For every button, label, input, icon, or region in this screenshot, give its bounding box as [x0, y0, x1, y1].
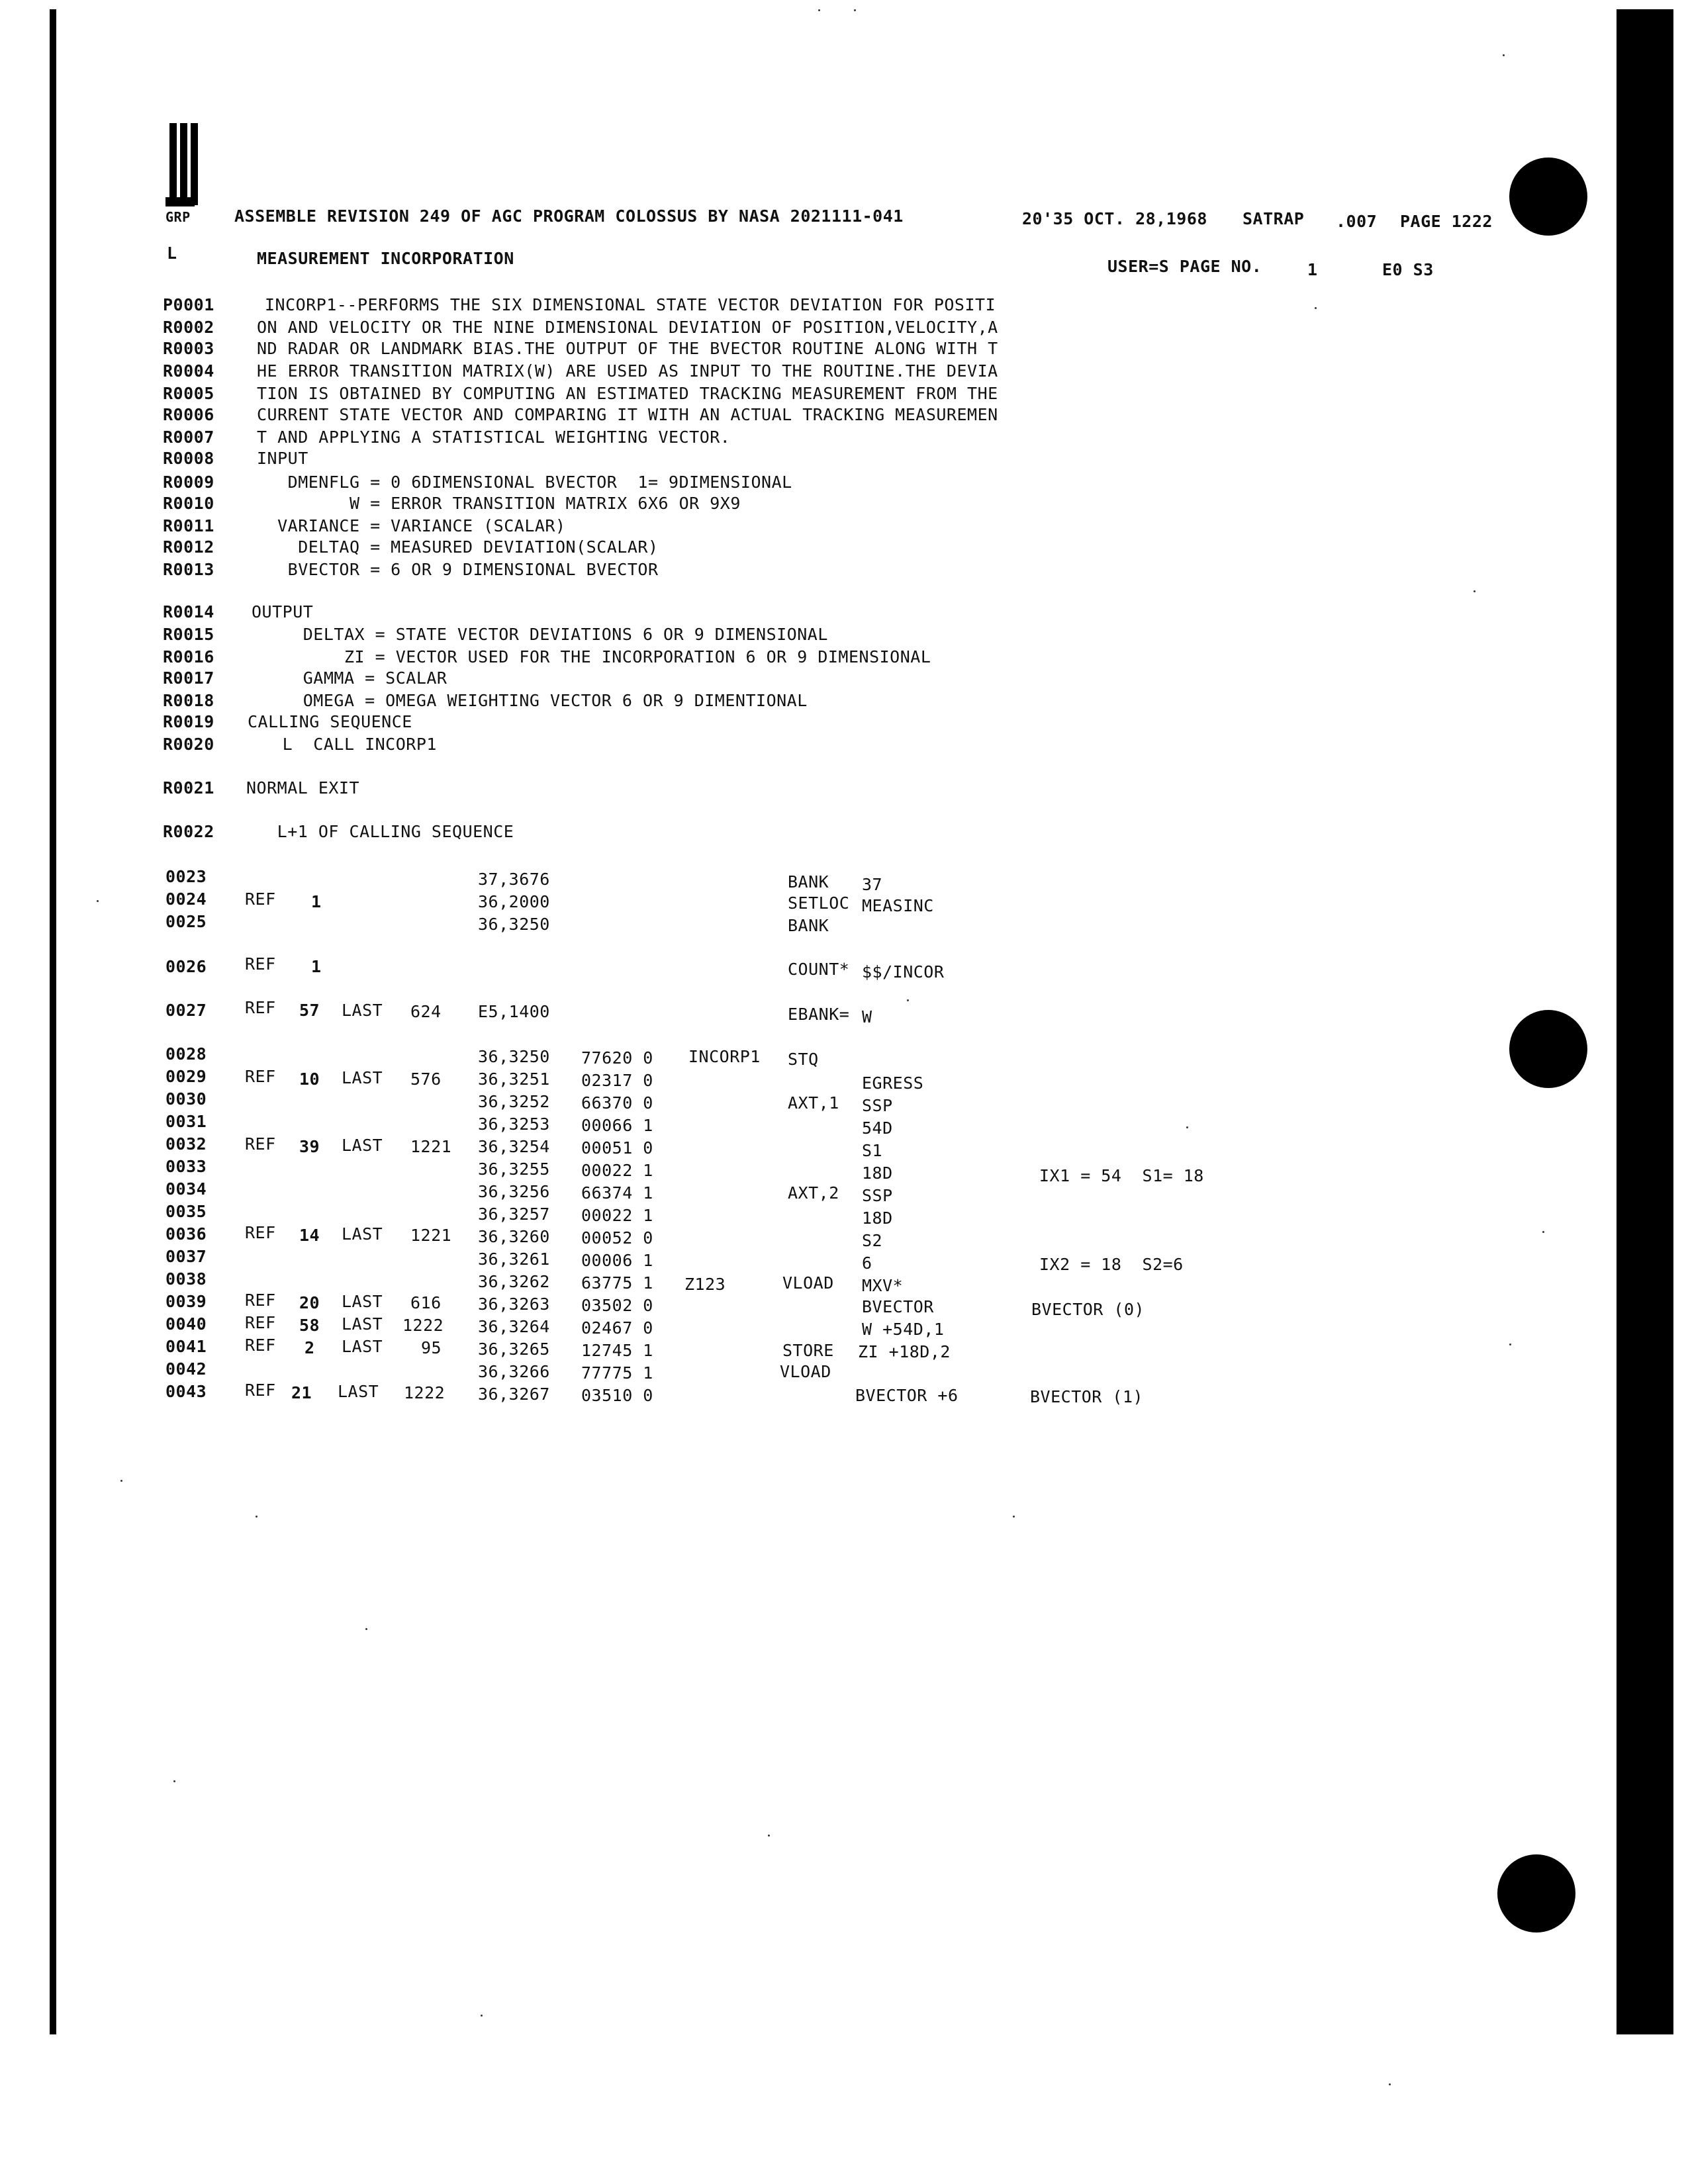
listing-line-number: 0027: [165, 1001, 207, 1020]
listing-line-number: 0026: [165, 957, 207, 976]
remark-line-id: R0011: [163, 516, 214, 535]
remark-line-id: R0013: [163, 560, 214, 579]
listing-address: 36,3255: [478, 1160, 550, 1179]
subheader-section: MEASUREMENT INCORPORATION: [257, 249, 514, 268]
listing-address: 36,3260: [478, 1227, 550, 1246]
listing-line-number: 0028: [165, 1044, 207, 1064]
listing-address: 36,3261: [478, 1250, 550, 1269]
listing-ref: REF: [245, 1291, 276, 1310]
remark-line-id: R0020: [163, 735, 214, 754]
listing-last: LAST: [338, 1382, 379, 1401]
remark-line-id: R0012: [163, 537, 214, 557]
listing-comment: BVECTOR (0): [1031, 1300, 1145, 1319]
listing-line-number: 0025: [165, 912, 207, 931]
remark-line-id: R0015: [163, 625, 214, 644]
listing-line-number: 0024: [165, 889, 207, 909]
header-datetime: 20'35 OCT. 28,1968: [1022, 209, 1207, 228]
listing-line-number: 0039: [165, 1292, 207, 1311]
listing-last: LAST: [342, 1001, 383, 1020]
listing-ref-number: 2: [305, 1338, 315, 1357]
listing-operand: SSP: [862, 1186, 893, 1205]
listing-last: LAST: [342, 1292, 383, 1311]
remark-line-text: W = ERROR TRANSITION MATRIX 6X6 OR 9X9: [257, 494, 741, 513]
listing-octal: 77775 1: [581, 1363, 653, 1383]
subheader-code: E0 S3: [1382, 260, 1434, 279]
remark-line-id: R0007: [163, 428, 214, 447]
listing-ref-number: 20: [299, 1293, 320, 1312]
listing-last: LAST: [342, 1337, 383, 1356]
listing-octal: 63775 1: [581, 1273, 653, 1293]
listing-address: 36,3252: [478, 1092, 550, 1111]
listing-line-number: 0035: [165, 1202, 207, 1221]
remark-line-text: HE ERROR TRANSITION MATRIX(W) ARE USED AS INPUT TO THE ROUTINE.THE DEVIA: [257, 361, 998, 381]
listing-operand: 37: [862, 875, 883, 894]
listing-comment: BVECTOR (1): [1030, 1387, 1144, 1406]
listing-last: LAST: [342, 1224, 383, 1244]
remark-line-id: R0021: [163, 778, 214, 797]
listing-ref-number: 58: [299, 1316, 320, 1335]
header-logo-text: GRP: [165, 209, 191, 225]
listing-ref-number: 21: [291, 1383, 312, 1402]
listing-line-number: 0042: [165, 1359, 207, 1379]
listing-operand: $$/INCOR: [862, 962, 945, 981]
listing-address: 36,3250: [478, 915, 550, 934]
listing-address: E5,1400: [478, 1002, 550, 1021]
remark-line-text: DELTAQ = MEASURED DEVIATION(SCALAR): [257, 537, 659, 557]
listing-line-number: 0032: [165, 1134, 207, 1154]
remark-line-id: R0018: [163, 691, 214, 710]
listing-octal: 00022 1: [581, 1161, 653, 1180]
listing-last-number: 616: [410, 1293, 442, 1312]
listing-opcode: STORE: [782, 1341, 834, 1360]
listing-operand: W: [862, 1007, 872, 1026]
listing-octal: 02467 0: [581, 1318, 653, 1338]
listing-comment: IX1 = 54 S1= 18: [1039, 1166, 1204, 1185]
remark-line-text: BVECTOR = 6 OR 9 DIMENSIONAL BVECTOR: [257, 560, 659, 579]
scan-left-edge: [50, 9, 56, 2034]
user-page-number: 1: [1307, 260, 1318, 279]
listing-ref-number: 39: [299, 1137, 320, 1156]
listing-address: 36,3254: [478, 1137, 550, 1156]
listing-address: 36,3256: [478, 1182, 550, 1201]
listing-opcode: SETLOC: [788, 893, 850, 913]
listing-opcode: AXT,2: [788, 1183, 839, 1203]
listing-line-number: 0030: [165, 1089, 207, 1109]
listing-last: LAST: [342, 1068, 383, 1087]
listing-ref: REF: [245, 1381, 276, 1400]
remark-line-text: L CALL INCORP1: [252, 735, 437, 754]
listing-line-number: 0040: [165, 1314, 207, 1334]
header-version: .007: [1336, 212, 1378, 231]
listing-ref: REF: [245, 1067, 276, 1086]
remark-line-id: R0005: [163, 384, 214, 403]
listing-octal: 00022 1: [581, 1206, 653, 1225]
remark-line-id: R0010: [163, 494, 214, 513]
listing-address: 36,3257: [478, 1205, 550, 1224]
listing-octal: 00066 1: [581, 1116, 653, 1135]
user-page-label: USER=S PAGE NO.: [1107, 257, 1262, 276]
listing-operand: SSP: [862, 1096, 893, 1115]
listing-operand: BVECTOR: [862, 1297, 934, 1316]
listing-last-number: 1222: [404, 1383, 445, 1402]
listing-octal: 12745 1: [581, 1341, 653, 1360]
listing-operand: W +54D,1: [862, 1320, 945, 1339]
listing-operand: MXV*: [862, 1276, 904, 1295]
listing-operand: EGRESS: [862, 1073, 924, 1093]
listing-octal: 00052 0: [581, 1228, 653, 1248]
listing-last-number: 1221: [410, 1137, 452, 1156]
listing-operand: S2: [862, 1231, 883, 1250]
listing-ref-number: 10: [299, 1069, 320, 1089]
remark-line-id: R0009: [163, 473, 214, 492]
remark-line-text: INCORP1--PERFORMS THE SIX DIMENSIONAL STATE VECTOR DEVIATION FOR POSITI: [265, 295, 996, 314]
remark-line-id: R0003: [163, 339, 214, 358]
listing-label: INCORP1: [688, 1047, 761, 1066]
header-page: PAGE 1222: [1400, 212, 1493, 231]
remark-line-text: GAMMA = SCALAR: [252, 668, 447, 688]
listing-octal: 00051 0: [581, 1138, 653, 1158]
listing-ref: REF: [245, 1313, 276, 1332]
remark-line-id: R0022: [163, 822, 214, 841]
remark-line-text: INPUT: [257, 449, 308, 468]
listing-line-number: 0031: [165, 1112, 207, 1131]
listing-opcode: BANK: [788, 872, 829, 891]
listing-address: 36,3265: [478, 1340, 550, 1359]
remark-line-text: CALLING SEQUENCE: [248, 712, 412, 731]
listing-comment: IX2 = 18 S2=6: [1039, 1255, 1184, 1274]
listing-line-number: 0038: [165, 1269, 207, 1289]
listing-octal: 66370 0: [581, 1093, 653, 1113]
listing-operand: ZI +18D,2: [858, 1342, 951, 1361]
listing-label: Z123: [684, 1275, 726, 1294]
remark-line-id: R0016: [163, 647, 214, 666]
remark-line-id: P0001: [163, 295, 214, 314]
listing-ref-number: 57: [299, 1001, 320, 1020]
remark-line-id: R0019: [163, 712, 214, 731]
listing-last-number: 1222: [402, 1316, 444, 1335]
listing-operand: 18D: [862, 1208, 893, 1228]
punch-hole-middle: [1509, 1010, 1587, 1088]
listing-address: 36,3250: [478, 1047, 550, 1066]
remark-line-id: R0002: [163, 318, 214, 337]
remark-line-text: TION IS OBTAINED BY COMPUTING AN ESTIMATED TRACKING MEASUREMENT FROM THE: [257, 384, 998, 403]
remark-line-text: L+1 OF CALLING SEQUENCE: [246, 822, 514, 841]
listing-opcode: STQ: [788, 1050, 819, 1069]
listing-opcode: COUNT*: [788, 960, 850, 979]
listing-ref: REF: [245, 1134, 276, 1154]
listing-address: 36,3253: [478, 1115, 550, 1134]
listing-operand: 18D: [862, 1163, 893, 1183]
listing-ref-number: 1: [311, 892, 322, 911]
header-title: ASSEMBLE REVISION 249 OF AGC PROGRAM COLOSSUS BY NASA 2021111-041: [234, 206, 904, 226]
listing-ref: REF: [245, 954, 276, 974]
listing-last: LAST: [342, 1136, 383, 1155]
remark-line-text: ND RADAR OR LANDMARK BIAS.THE OUTPUT OF THE BVECTOR ROUTINE ALONG WITH T: [257, 339, 998, 358]
listing-ref-number: 14: [299, 1226, 320, 1245]
listing-line-number: 0033: [165, 1157, 207, 1176]
remark-line-text: ZI = VECTOR USED FOR THE INCORPORATION 6 OR 9 DIMENSIONAL: [252, 647, 931, 666]
listing-operand: 6: [862, 1253, 872, 1273]
listing-operand: 54D: [862, 1118, 893, 1138]
listing-octal: 03510 0: [581, 1386, 653, 1405]
remark-line-text: CURRENT STATE VECTOR AND COMPARING IT WITH AN ACTUAL TRACKING MEASUREMEN: [257, 405, 998, 424]
listing-line-number: 0029: [165, 1067, 207, 1086]
listing-ref: REF: [245, 998, 276, 1017]
listing-line-number: 0036: [165, 1224, 207, 1244]
listing-last-number: 1221: [410, 1226, 452, 1245]
listing-octal: 00006 1: [581, 1251, 653, 1270]
listing-octal: 66374 1: [581, 1183, 653, 1203]
listing-line-number: 0034: [165, 1179, 207, 1199]
remark-line-text: ON AND VELOCITY OR THE NINE DIMENSIONAL DEVIATION OF POSITION,VELOCITY,A: [257, 318, 998, 337]
listing-ref-number: 1: [311, 957, 322, 976]
listing-octal: 02317 0: [581, 1071, 653, 1090]
remark-line-text: VARIANCE = VARIANCE (SCALAR): [257, 516, 566, 535]
listing-line-number: 0041: [165, 1337, 207, 1356]
listing-operand: S1: [862, 1141, 883, 1160]
listing-last-number: 576: [410, 1069, 442, 1089]
listing-octal: 77620 0: [581, 1048, 653, 1068]
listing-address: 36,2000: [478, 892, 550, 911]
listing-address: 36,3262: [478, 1272, 550, 1291]
listing-address: 36,3251: [478, 1069, 550, 1089]
listing-octal: 03502 0: [581, 1296, 653, 1315]
listing-line-number: 0023: [165, 867, 207, 886]
remark-line-id: R0014: [163, 602, 214, 621]
listing-ref: REF: [245, 889, 276, 909]
listing-address: 36,3267: [478, 1385, 550, 1404]
listing-opcode: BANK: [788, 916, 829, 935]
remark-line-text: OMEGA = OMEGA WEIGHTING VECTOR 6 OR 9 DIMENTIONAL: [252, 691, 808, 710]
listing-address: 36,3263: [478, 1295, 550, 1314]
remark-line-id: R0006: [163, 405, 214, 424]
scan-right-edge: [1617, 9, 1673, 2034]
punch-hole-bottom: [1497, 1854, 1575, 1933]
listing-opcode: VLOAD: [782, 1273, 834, 1293]
listing-ref: REF: [245, 1336, 276, 1355]
remark-line-id: R0008: [163, 449, 214, 468]
listing-address: 37,3676: [478, 870, 550, 889]
remark-line-id: R0004: [163, 361, 214, 381]
subheader-type-code: L: [167, 244, 177, 263]
remark-line-text: DMENFLG = 0 6DIMENSIONAL BVECTOR 1= 9DIMENSIONAL: [257, 473, 792, 492]
listing-opcode: VLOAD: [780, 1362, 831, 1381]
listing-address: 36,3264: [478, 1317, 550, 1336]
remark-line-text: DELTAX = STATE VECTOR DEVIATIONS 6 OR 9 DIMENSIONAL: [252, 625, 828, 644]
listing-line-number: 0037: [165, 1247, 207, 1266]
listing-last-number: 624: [410, 1002, 442, 1021]
listing-line-number: 0043: [165, 1382, 207, 1401]
listing-opcode: AXT,1: [788, 1093, 839, 1113]
remark-line-text: OUTPUT: [252, 602, 314, 621]
listing-address: 36,3266: [478, 1362, 550, 1381]
remark-line-text: T AND APPLYING A STATISTICAL WEIGHTING VECTOR.: [257, 428, 731, 447]
punch-hole-top: [1509, 158, 1587, 236]
listing-opcode: EBANK=: [788, 1005, 850, 1024]
remark-line-id: R0017: [163, 668, 214, 688]
listing-operand: MEASINC: [862, 896, 934, 915]
header-program: SATRAP: [1243, 209, 1305, 228]
listing-ref: REF: [245, 1223, 276, 1242]
listing-last-number: 95: [421, 1338, 442, 1357]
listing-operand: BVECTOR +6: [855, 1386, 959, 1405]
remark-line-text: NORMAL EXIT: [246, 778, 360, 797]
listing-last: LAST: [342, 1314, 383, 1334]
